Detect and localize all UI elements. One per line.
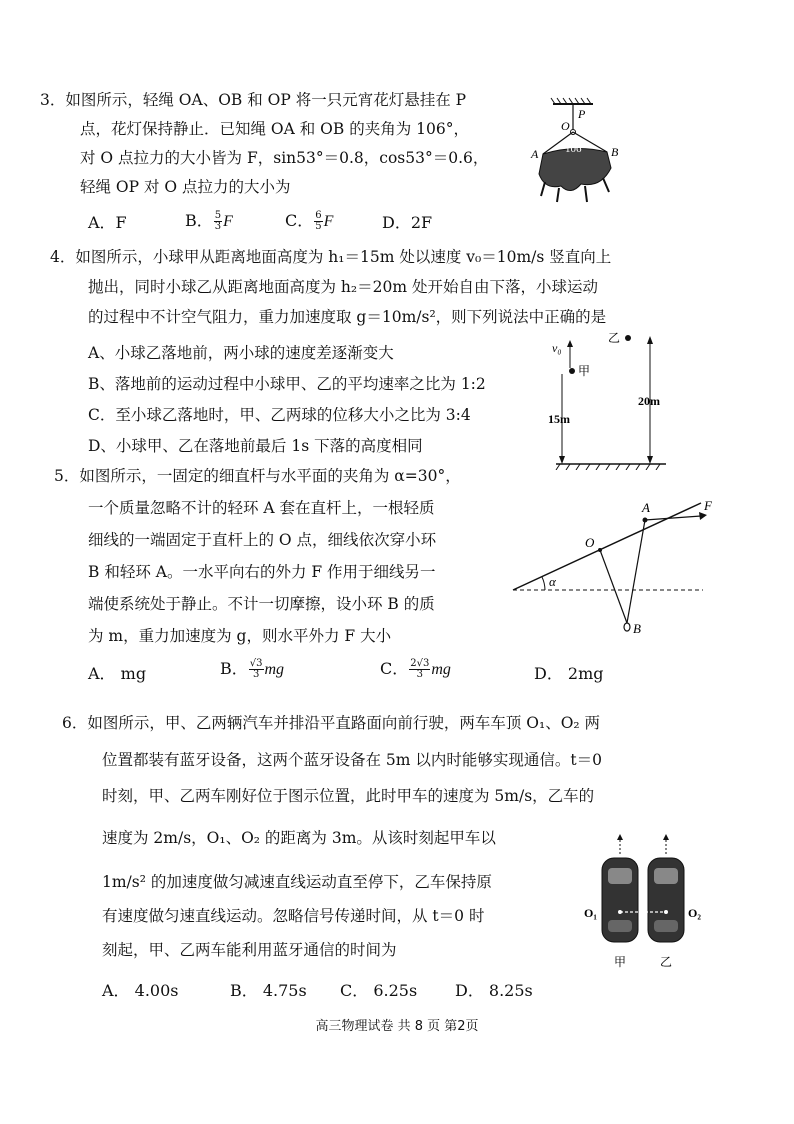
q4-line-3: 的过程中不计空气阻力，重力加速度取 g＝10m/s²，则下列说法中正确的是 (88, 308, 607, 326)
q5-line-5: 端使系统处于静止。不计一切摩擦，设小环 B 的质 (88, 595, 435, 613)
ball-yi (625, 335, 631, 341)
q6-option-b[interactable]: B． 4.75s (230, 981, 307, 1000)
v0-arrow (567, 340, 573, 347)
q6-cars-figure (582, 832, 712, 980)
car-jia-windshield (608, 868, 632, 884)
label-a: A (642, 500, 650, 515)
q6-line-1: 6．如图所示，甲、乙两辆汽车并排沿平直路面向前行驶，两车车顶 O₁、O₂ 两 (62, 714, 601, 732)
q6-option-d[interactable]: D． 8.25s (455, 981, 533, 1000)
label-jia: 甲 (614, 955, 627, 969)
car-yi-rear-window (654, 920, 678, 932)
q6-line-7: 刻起，甲、乙两车能利用蓝牙通信的时间为 (102, 941, 397, 959)
car-jia-rear-window (608, 920, 632, 932)
q4-balls-figure (540, 330, 680, 470)
q6-option-a[interactable]: A． 4.00s (102, 981, 179, 1000)
ring-a (643, 518, 648, 523)
q4-option-a[interactable]: A、小球乙落地前，两小球的速度差逐渐变大 (88, 344, 394, 362)
label-alpha: α (549, 574, 556, 589)
q5-line-6: 为 m，重力加速度为 g，则水平外力 F 大小 (88, 627, 392, 645)
string-ob (600, 550, 627, 623)
q3-line-2: 点，花灯保持静止．已知绳 OA 和 OB 的夹角为 106°， (80, 120, 469, 138)
q3-line-3: 对 O 点拉力的大小皆为 F，sin53°＝0.8，cos53°＝0.6， (80, 149, 489, 167)
label-b: B (633, 621, 641, 636)
q5-option-b[interactable]: B． $\frac{√3}{3}$ mg (220, 658, 285, 680)
car-yi-windshield (654, 868, 678, 884)
q6-line-3: 时刻，甲、乙两车刚好位于图示位置，此时甲车的速度为 5m/s，乙车的 (102, 787, 595, 805)
label-b: B (611, 145, 619, 159)
point-o1 (618, 910, 622, 914)
q5-line-4: B 和轻环 A。一水平向右的外力 F 作用于细线另一 (88, 563, 436, 581)
q3-lantern-figure (515, 92, 635, 210)
f-arrow (699, 512, 707, 520)
q3-line-1: 3．如图所示，轻绳 OA、OB 和 OP 将一只元宵花灯悬挂在 P (40, 91, 467, 109)
q5-line-1: 5．如图所示，一固定的细直杆与水平面的夹角为 α=30°， (54, 467, 461, 485)
q5-rod-figure (505, 495, 720, 640)
q5-option-d[interactable]: D． 2mg (534, 664, 604, 683)
q5-option-a[interactable]: A． mg (88, 664, 147, 683)
q4-line-2: 抛出，同时小球乙从距离地面高度为 h₂＝20m 处开始自由下落，小球运动 (88, 278, 598, 296)
label-o: O (585, 535, 595, 550)
q6-line-5: 1m/s² 的加速度做匀减速直线运动直至停下，乙车保持原 (102, 873, 492, 891)
label-yi: 乙 (660, 955, 673, 969)
q6-line-2: 位置都装有蓝牙设备，这两个蓝牙设备在 5m 以内时能够实现通信。t＝0 (102, 751, 603, 769)
q6-line-4: 速度为 2m/s，O₁、O₂ 的距离为 3m。从该时刻起甲车以 (102, 829, 496, 847)
ground-hatch (556, 464, 660, 470)
q3-option-a[interactable]: A．F (88, 213, 127, 232)
h1-arrow (559, 456, 565, 464)
q6-option-c[interactable]: C． 6.25s (340, 981, 418, 1000)
point-o2 (664, 910, 668, 914)
q3-option-c[interactable]: C． $\frac{6}{5}$ F (285, 210, 334, 232)
q4-option-c[interactable]: C．至小球乙落地时，甲、乙两球的位移大小之比为 3:4 (88, 406, 471, 424)
label-angle: 106° (565, 143, 586, 155)
rod-line (513, 503, 701, 590)
q3-option-b[interactable]: B． $\frac{5}{3}$ F (185, 210, 233, 232)
car-jia-arrow (617, 834, 623, 840)
q5-option-c[interactable]: C． $\frac{2√3}{3}$ mg (380, 658, 451, 680)
label-15m: 15m (548, 412, 570, 426)
h2-arrow-top (647, 336, 653, 344)
ring-b (624, 623, 630, 631)
q4-line-1: 4．如图所示，小球甲从距离地面高度为 h₁＝15m 处以速度 v₀＝10m/s 竖直向上 (50, 248, 612, 266)
label-20m: 20m (638, 394, 660, 408)
label-f: F (704, 498, 712, 513)
label-v0: v₀ (552, 341, 562, 355)
q3-option-d[interactable]: D．2F (382, 213, 433, 232)
point-o (598, 548, 602, 552)
alpha-arc (542, 577, 545, 590)
q5-line-3: 细线的一端固定于直杆上的 O 点，细线依次穿小环 (88, 531, 437, 549)
q5-line-2: 一个质量忽略不计的轻环 A 套在直杆上，一根轻质 (88, 499, 435, 517)
ball-jia (569, 368, 575, 374)
q3-line-4: 轻绳 OP 对 O 点拉力的大小为 (80, 178, 291, 196)
label-o: O (561, 119, 570, 133)
label-p: P (578, 107, 586, 121)
q6-line-6: 有速度做匀速直线运动。忽略信号传递时间，从 t＝0 时 (102, 907, 485, 925)
h2-arrow-bottom (647, 456, 653, 464)
car-yi-arrow (663, 834, 669, 840)
label-yi: 乙 (608, 331, 621, 345)
label-o1: O₁ (584, 906, 597, 920)
q4-option-d[interactable]: D、小球甲、乙在落地前最后 1s 下落的高度相同 (88, 437, 423, 455)
q4-option-b[interactable]: B、落地前的运动过程中小球甲、乙的平均速率之比为 1:2 (88, 375, 486, 393)
label-a: A (531, 147, 539, 161)
page-footer: 高三物理试卷 共 8 页 第2页 (315, 1019, 479, 1034)
label-o2: O₂ (688, 906, 701, 920)
label-jia: 甲 (578, 364, 591, 378)
